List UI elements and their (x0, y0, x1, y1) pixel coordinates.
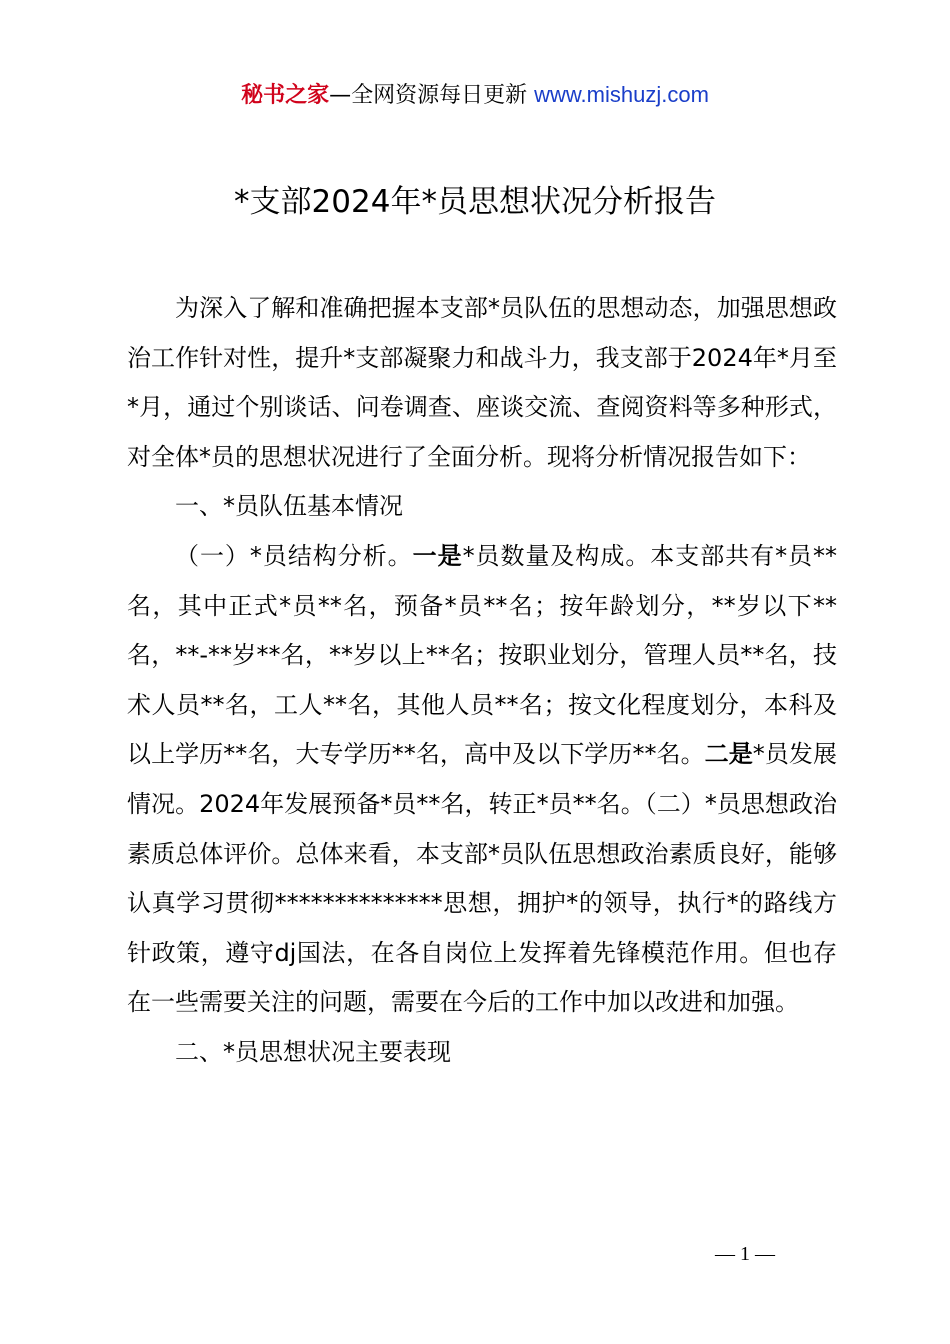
site-header (0, 80, 950, 111)
intro-paragraph: 为深入了解和准确把握本支部*员队伍的思想动态，加强思想政治工作针对性，提升*支部凝聚力和战斗力，我支部于2024年*月至*月，通过个别谈话、问卷调查、座谈交流、查阅资料等多种形式，对全体*员的思想状况进行了全面分析。现将分析情况报告如下： (127, 294, 837, 471)
point-one-label: 一是 (412, 541, 463, 570)
site-url-link[interactable]: www.mishuzj.com (534, 82, 709, 107)
point-one-text: *员数量及构成。本支部共有*员**名，其中正式*员**名，预备*员**名；按年龄划分，**岁以下**名，**-**岁**名，**岁以上**名；按职业划分，管理人员**名，技术人员**名，工人**名，其他人员**名；按文化程度划分，本科及以上学历**名，大专学历**名，高中及以下学历**名。 (127, 541, 838, 769)
structure-paragraph (127, 532, 837, 1028)
brand-name: 秘书之家 (241, 83, 330, 108)
subsection-label: （一）*员结构分析。 (175, 541, 413, 570)
header-slogan: —全网资源每日更新 (329, 83, 528, 108)
point-two-text: *员发展情况。2024年发展预备*员**名，转正*员**名。（二）*员思想政治素质总体评价。总体来看，本支部*员队伍思想政治素质良好，能够认真学习贯彻**************思想，拥护*的领导，执行*的路线方针政策，遵守dj国法，在各自岗位上发挥着先锋模范作用。但也存在一些需要关注的问题，需要在今后的工作中加以改进和加强。 (127, 740, 838, 1017)
point-two-label: 二是 (704, 740, 753, 769)
document-title: *支部2024年*员思想状况分析报告 (234, 184, 716, 220)
page-number: — 1 — (715, 1243, 775, 1265)
section-heading-1: 一、*员队伍基本情况 (175, 492, 403, 521)
section-heading-2: 二、*员思想状况主要表现 (175, 1037, 451, 1066)
document-body (127, 284, 837, 1078)
